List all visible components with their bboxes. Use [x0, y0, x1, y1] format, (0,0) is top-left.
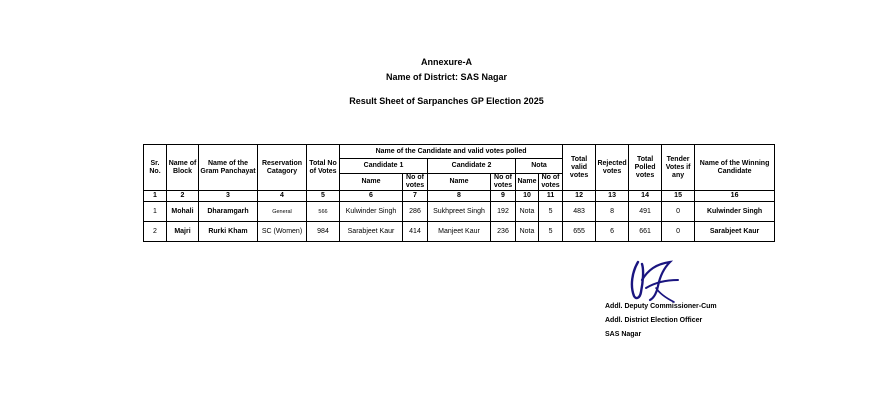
signatory-district: SAS Nagar	[605, 331, 642, 338]
cell-sr: 2	[144, 222, 167, 242]
column-number: 2	[167, 191, 199, 202]
signatory-office: Addl. District Election Officer	[605, 317, 703, 324]
header-c1-name: Name	[340, 174, 403, 191]
table-row	[144, 222, 775, 242]
cell-nota-name: Nota	[516, 202, 539, 222]
cell-c1-votes: 414	[403, 222, 428, 242]
header-sr-no: Sr. No.	[144, 145, 167, 191]
header-total-votes: Total No of Votes	[307, 145, 340, 191]
header-block: Name of Block	[167, 145, 199, 191]
cell-winner: Sarabjeet Kaur	[695, 222, 775, 242]
header-total-valid: Total valid votes	[563, 145, 596, 191]
cell-gram-panchayat: Rurki Kham	[199, 222, 258, 242]
column-number: 7	[403, 191, 428, 202]
cell-nota-votes: 5	[539, 202, 563, 222]
cell-c1-name: Kulwinder Singh	[340, 202, 403, 222]
header-nota-name: Name	[516, 174, 539, 191]
result-table	[143, 144, 775, 242]
column-number: 12	[563, 191, 596, 202]
header-rejected: Rejected votes	[596, 145, 629, 191]
column-number: 10	[516, 191, 539, 202]
column-number: 15	[662, 191, 695, 202]
header-candidate2: Candidate 2	[428, 159, 516, 174]
header-nota-votes: No of votes	[539, 174, 563, 191]
header-winner: Name of the Winning Candidate	[695, 145, 775, 191]
column-number: 9	[491, 191, 516, 202]
district-name: Name of District: SAS Nagar	[385, 72, 508, 82]
cell-c2-votes: 192	[491, 202, 516, 222]
cell-tender: 0	[662, 202, 695, 222]
header-gram-panchayat: Name of the Gram Panchayat	[199, 145, 258, 191]
result-sheet-title: Result Sheet of Sarpanches GP Election 2025	[349, 96, 544, 106]
column-number: 13	[596, 191, 629, 202]
column-number: 4	[258, 191, 307, 202]
header-c2-name: Name	[428, 174, 491, 191]
header-candidate1: Candidate 1	[340, 159, 428, 174]
signature-image	[612, 258, 687, 306]
cell-rejected: 8	[596, 202, 629, 222]
header-tender: Tender Votes if any	[662, 145, 695, 191]
cell-rejected: 6	[596, 222, 629, 242]
cell-polled: 661	[629, 222, 662, 242]
column-number: 6	[340, 191, 403, 202]
column-number: 1	[144, 191, 167, 202]
cell-category: General	[258, 202, 307, 222]
cell-c2-votes: 236	[491, 222, 516, 242]
cell-sr: 1	[144, 202, 167, 222]
cell-polled: 491	[629, 202, 662, 222]
cell-total-votes: 984	[307, 222, 340, 242]
cell-block: Mohali	[167, 202, 199, 222]
column-number: 8	[428, 191, 491, 202]
header-c2-votes: No of votes	[491, 174, 516, 191]
cell-nota-votes: 5	[539, 222, 563, 242]
cell-c2-name: Sukhpreet Singh	[428, 202, 491, 222]
cell-category: SC (Women)	[258, 222, 307, 242]
cell-tender: 0	[662, 222, 695, 242]
column-number: 14	[629, 191, 662, 202]
cell-valid-votes: 655	[563, 222, 596, 242]
header-total-polled: Total Polled votes	[629, 145, 662, 191]
cell-winner: Kulwinder Singh	[695, 202, 775, 222]
column-number: 11	[539, 191, 563, 202]
annexure-title: Annexure-A	[420, 57, 472, 67]
cell-valid-votes: 483	[563, 202, 596, 222]
header-c1-votes: No of votes	[403, 174, 428, 191]
cell-gram-panchayat: Dharamgarh	[199, 202, 258, 222]
cell-c1-name: Sarabjeet Kaur	[340, 222, 403, 242]
header-candidates-group: Name of the Candidate and valid votes polled	[340, 145, 563, 159]
cell-total-votes: 566	[307, 202, 340, 222]
cell-c1-votes: 286	[403, 202, 428, 222]
column-number-row	[144, 191, 775, 202]
cell-nota-name: Nota	[516, 222, 539, 242]
column-number: 3	[199, 191, 258, 202]
table-row	[144, 202, 775, 222]
signatory-designation: Addl. Deputy Commissioner-Cum	[605, 303, 717, 310]
header-reservation: Reservation Catagory	[258, 145, 307, 191]
cell-c2-name: Manjeet Kaur	[428, 222, 491, 242]
cell-block: Majri	[167, 222, 199, 242]
column-number: 5	[307, 191, 340, 202]
header-nota: Nota	[516, 159, 563, 174]
column-number: 16	[695, 191, 775, 202]
